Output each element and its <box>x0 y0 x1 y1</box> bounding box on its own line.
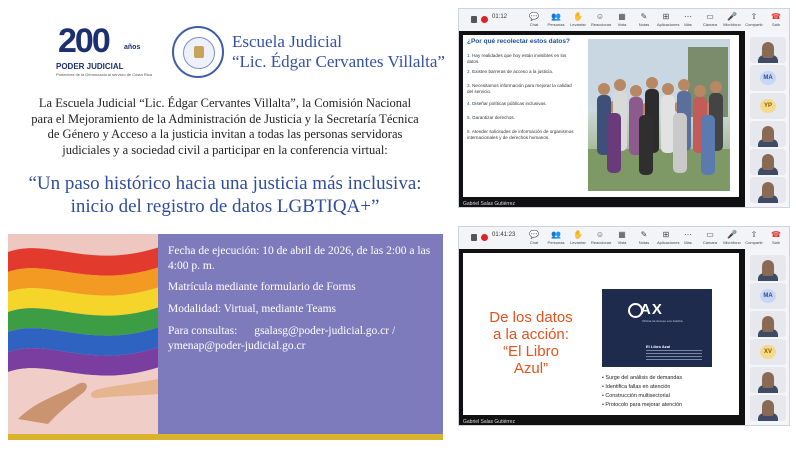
slide-heading: De los datos a la acción: “El Libro Azul” <box>489 309 573 377</box>
invitation-text: La Escuela Judicial “Lic. Édgar Cervantes Villalta”, la Comisión Nacional para el Mejoramiento de la Administración de Justicia y la Secretaría Técnica de Género y Acceso a la justicia invitan a todas las personas servidoras judiciales y a sociedad civil a participar en la conferencia virtual: <box>31 96 419 157</box>
toolbar-label: Chat <box>529 240 539 245</box>
avatar <box>762 154 774 170</box>
slide-bullet <box>602 375 682 381</box>
camera-button[interactable] <box>701 230 719 247</box>
logo-tagline: Protectora de la Democracia al servicio de Costa Rica <box>56 72 152 77</box>
camera-icon: ▭ <box>706 12 714 21</box>
toolbar-label: Personas <box>547 240 565 245</box>
participant-tile[interactable] <box>750 395 786 421</box>
slide-list-item <box>467 129 579 141</box>
book-logo: AX <box>640 301 663 318</box>
logo-org: PODER JUDICIAL <box>56 62 124 71</box>
participant-tile[interactable] <box>750 93 786 119</box>
participant-tile[interactable] <box>750 367 786 393</box>
toolbar-label: Personas <box>547 22 565 27</box>
bullet-text: Construcción multisectorial <box>605 393 670 399</box>
toolbar-label: Salir <box>771 240 780 245</box>
toolbar-label: Cámara <box>702 240 718 245</box>
shared-screen <box>459 31 745 208</box>
leave-icon: ☎ <box>771 230 781 239</box>
chat-button[interactable] <box>525 230 543 247</box>
avatar <box>762 316 774 332</box>
participant-tile[interactable] <box>750 149 786 175</box>
event-details-panel <box>158 234 443 440</box>
list-number: 2. <box>467 69 473 74</box>
teams-window-top <box>458 8 790 208</box>
avatar <box>762 260 774 276</box>
more-icon: ⋯ <box>684 12 692 21</box>
conference-title-line-1: “Un paso histórico hacia una justicia más inclusiva: <box>28 173 422 194</box>
toolbar-label: Aplicaciones <box>657 240 680 245</box>
raise-hand-button[interactable] <box>569 230 587 247</box>
meeting-timer: 01:12 <box>492 14 508 20</box>
school-line-1: Escuela Judicial <box>232 32 342 51</box>
toolbar-label: Micrófono <box>723 240 741 245</box>
avatar <box>762 42 774 58</box>
gold-divider <box>8 434 443 440</box>
conference-title <box>20 172 430 218</box>
slide-list-item <box>467 69 579 75</box>
people-icon: 👥 <box>551 12 561 21</box>
participant-tile[interactable] <box>750 255 786 281</box>
presenter-name: Gabriel Salas Gutiérrez <box>463 419 515 425</box>
mic-icon: 🎤 <box>727 230 737 239</box>
view-button[interactable] <box>613 12 631 29</box>
mic-icon: 🎤 <box>727 12 737 21</box>
participant-initials: MA <box>760 289 776 303</box>
toolbar-label: Vista <box>617 22 627 27</box>
list-number: 3. <box>467 83 473 88</box>
toolbar-label: Cámara <box>702 22 718 27</box>
view-icon: ▦ <box>618 12 626 21</box>
book-title: El Libro Azul <box>646 344 671 349</box>
toolbar-label: Micrófono <box>723 22 741 27</box>
participant-tile[interactable] <box>750 65 786 91</box>
more-icon: ⋯ <box>684 230 692 239</box>
list-text: Atender solicitudes de información de organismos internacionales y de derechos humanos. <box>467 129 574 140</box>
leave-icon: ☎ <box>771 12 781 21</box>
bullet-icon: • <box>602 402 606 408</box>
participant-tile[interactable] <box>750 311 786 337</box>
list-text: Necesitamos información para mejorar la calidad del servicio. <box>467 83 572 94</box>
list-number: 6. <box>467 129 472 134</box>
toolbar-label: Vista <box>617 240 627 245</box>
participant-initials: MA <box>760 71 776 85</box>
libro-azul-cover <box>602 289 712 367</box>
participant-initials: YP <box>760 99 776 113</box>
logo-200: 200 <box>58 22 109 60</box>
lock-icon <box>471 16 477 23</box>
participant-tile[interactable] <box>750 339 786 365</box>
raise-hand-icon: ✋ <box>573 12 583 21</box>
toolbar-label: Compartir <box>745 240 763 245</box>
contact-email-1[interactable]: gsalasg@poder-judicial.go.cr / <box>254 325 396 337</box>
participant-tile[interactable] <box>750 37 786 63</box>
escuela-judicial-seal-icon <box>172 26 224 78</box>
toolbar-label: Reaccionar <box>591 22 612 27</box>
event-contact <box>168 324 433 354</box>
contact-email-2[interactable]: ymenap@poder-judicial.go.cr <box>168 340 306 352</box>
view-icon: ▦ <box>618 230 626 239</box>
lock-icon <box>471 234 477 241</box>
list-text: Hay realidades que hoy están invisibles en los datos. <box>467 53 567 64</box>
raise-hand-icon: ✋ <box>573 230 583 239</box>
slide-why-collect <box>463 35 739 197</box>
teams-toolbar <box>459 227 789 250</box>
notes-button[interactable] <box>635 230 653 247</box>
bullet-icon: • <box>602 375 606 381</box>
toolbar-label: Aplicaciones <box>657 22 680 27</box>
list-text: Existen barreras de acceso a la justicia. <box>472 69 554 74</box>
chat-button[interactable] <box>525 12 543 29</box>
book-body-text <box>646 350 702 360</box>
conference-title-line-2: inicio del registro de datos LGBTIQA+” <box>70 196 380 217</box>
chat-icon: 💬 <box>529 12 539 21</box>
toolbar-label: Levantar <box>570 22 586 27</box>
bullet-icon: • <box>602 384 606 390</box>
list-text: Diseñar políticas públicas inclusivas. <box>472 101 547 106</box>
share-button[interactable] <box>745 12 763 29</box>
avatar <box>762 126 774 142</box>
leave-button[interactable] <box>767 12 785 29</box>
presenter-name: Gabriel Salas Gutiérrez <box>463 201 515 207</box>
apps-icon: ⊞ <box>662 230 670 239</box>
camera-icon: ▭ <box>706 230 714 239</box>
bullet-text: Surge del análisis de demandas <box>605 375 683 381</box>
list-number: 4. <box>467 101 473 106</box>
apps-button[interactable] <box>657 12 680 29</box>
event-modality: Modalidad: Virtual, mediante Teams <box>168 303 336 315</box>
toolbar-label: Levantar <box>570 240 586 245</box>
event-registration: Matrícula mediante formulario de Forms <box>168 281 356 293</box>
toolbar-label: Reaccionar <box>591 240 612 245</box>
notes-button[interactable] <box>635 12 653 29</box>
toolbar-label: Chat <box>529 22 539 27</box>
toolbar-label: Más <box>684 22 692 27</box>
mic-button[interactable] <box>723 230 741 247</box>
shared-screen <box>459 249 745 426</box>
slide-list-item <box>467 115 579 121</box>
slide-bullet <box>602 393 670 399</box>
more-button[interactable] <box>679 12 697 29</box>
notes-icon: ✎ <box>640 230 648 239</box>
participant-tile[interactable] <box>750 283 786 309</box>
react-button[interactable] <box>591 230 612 247</box>
contact-label: Para consultas: <box>168 325 238 337</box>
rainbow-hands-image <box>8 234 158 440</box>
avatar <box>762 400 774 416</box>
toolbar-label: Salir <box>771 22 780 27</box>
toolbar-label: Notas <box>638 240 650 245</box>
slide-bullet <box>602 384 670 390</box>
react-button[interactable] <box>591 12 612 29</box>
bullet-icon: • <box>602 393 606 399</box>
react-icon: ☺ <box>595 230 605 239</box>
slide-title: ¿Por qué recolectar estos datos? <box>467 38 570 45</box>
share-button[interactable] <box>745 230 763 247</box>
people-button[interactable] <box>547 230 565 247</box>
list-number: 5. <box>467 115 473 120</box>
participant-initials: XV <box>760 345 776 359</box>
poder-judicial-logo <box>52 22 152 80</box>
participants-strip <box>745 249 790 426</box>
people-icon: 👥 <box>551 230 561 239</box>
participant-tile[interactable] <box>750 121 786 147</box>
leave-button[interactable] <box>767 230 785 247</box>
bullet-text: Protocolo para mejorar atención <box>605 402 683 408</box>
slide-list-item <box>467 53 579 65</box>
avatar <box>762 372 774 388</box>
share-icon: ⇧ <box>750 230 758 239</box>
react-icon: ☺ <box>595 12 605 21</box>
teams-toolbar <box>459 9 789 32</box>
apps-button[interactable] <box>657 230 680 247</box>
list-number: 1. <box>467 53 473 58</box>
group-photo <box>588 39 730 191</box>
slide-list-item <box>467 83 579 95</box>
slide-libro-azul <box>463 253 739 415</box>
toolbar-label: Notas <box>638 22 650 27</box>
slide-list-item <box>467 101 579 107</box>
recording-icon <box>481 16 488 23</box>
view-button[interactable] <box>613 230 631 247</box>
notes-icon: ✎ <box>640 12 648 21</box>
chat-icon: 💬 <box>529 230 539 239</box>
more-button[interactable] <box>679 230 697 247</box>
school-name <box>232 32 445 72</box>
participants-strip <box>745 31 790 208</box>
people-button[interactable] <box>547 12 565 29</box>
apps-icon: ⊞ <box>662 12 670 21</box>
raise-hand-button[interactable] <box>569 12 587 29</box>
meeting-timer: 01:41:23 <box>492 232 516 238</box>
school-line-2: “Lic. Édgar Cervantes Villalta” <box>232 52 445 71</box>
toolbar-label: Más <box>684 240 692 245</box>
camera-button[interactable] <box>701 12 719 29</box>
list-text: Garantizar derechos. <box>472 115 516 120</box>
event-date: Fecha de ejecución: 10 de abril de 2026, de las 2:00 a las 4:00 p. m. <box>168 245 431 272</box>
slide-bullet <box>602 402 682 408</box>
teams-window-bottom <box>458 226 790 426</box>
avatar <box>762 182 774 198</box>
share-icon: ⇧ <box>750 12 758 21</box>
recording-icon <box>481 234 488 241</box>
mic-button[interactable] <box>723 12 741 29</box>
bullet-text: Identifica fallas en atención <box>605 384 671 390</box>
logo-anos: años <box>124 44 141 51</box>
book-subtitle: Oficina de Acceso a la Justicia <box>642 319 683 323</box>
toolbar-label: Compartir <box>745 22 763 27</box>
participant-tile[interactable] <box>750 177 786 203</box>
